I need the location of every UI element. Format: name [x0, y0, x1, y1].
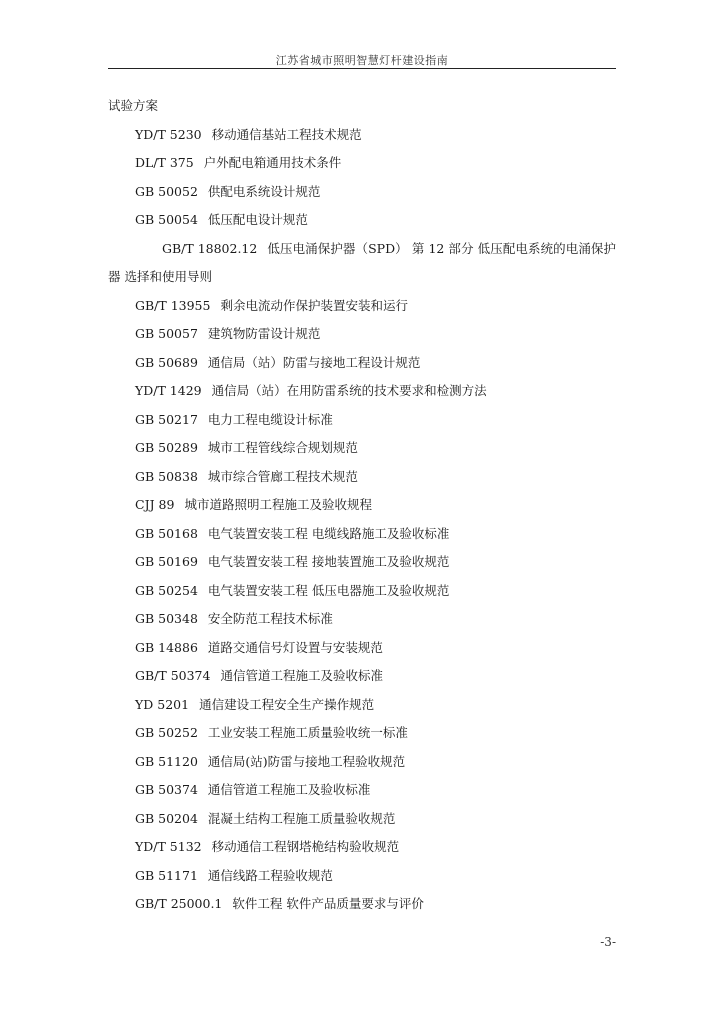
standard-title: 通信局（站）防雷与接地工程设计规范	[207, 354, 421, 370]
standard-title: 电气装置安装工程 低压电器施工及验收规范	[207, 582, 450, 598]
standard-item	[108, 206, 616, 235]
standard-code: YD 5201	[135, 696, 190, 712]
standard-item	[108, 890, 616, 919]
standard-item	[108, 434, 616, 463]
standard-code: DL/T 375	[135, 155, 194, 170]
standard-code: GB 50168	[135, 525, 198, 541]
standard-title: 通信线路工程验收规范	[207, 867, 333, 883]
standard-code: GB 50252	[135, 725, 198, 740]
standard-title: 混凝土结构工程施工质量验收规范	[207, 810, 396, 826]
standard-code: GB 51120	[135, 753, 198, 769]
standard-title: 移动通信工程钢塔桅结构验收规范	[211, 839, 400, 854]
standard-item	[108, 862, 616, 891]
standard-title: 通信建设工程安全生产操作规范	[199, 696, 375, 712]
standard-item	[108, 463, 616, 492]
standard-code: YD/T 5132	[135, 839, 202, 854]
standard-item	[108, 149, 616, 178]
standard-item	[108, 320, 616, 349]
standard-item	[108, 292, 616, 321]
standard-code: GB 50204	[135, 810, 198, 826]
standard-title: 通信管道工程施工及验收标准	[207, 782, 371, 797]
standard-title: 通信局(站)防雷与接地工程验收规范	[207, 753, 406, 769]
standard-item	[108, 833, 616, 862]
standard-title: 道路交通信号灯设置与安装规范	[207, 639, 383, 655]
document-body	[108, 92, 616, 919]
standard-code: GB 50289	[135, 440, 198, 455]
standard-title: 城市道路照明工程施工及验收规程	[184, 497, 372, 512]
standard-item	[108, 691, 616, 720]
standard-item	[108, 178, 616, 207]
standard-title: 软件工程 软件产品质量要求与评价	[232, 896, 424, 911]
standard-code: GB 50374	[135, 782, 198, 797]
standard-title: 移动通信基站工程技术规范	[211, 126, 362, 142]
running-header-title: 江苏省城市照明智慧灯杆建设指南	[275, 54, 449, 67]
standard-code: GB 50254	[135, 582, 198, 598]
standard-code: GB 50217	[135, 411, 198, 427]
standard-item	[108, 121, 616, 150]
standard-item	[108, 577, 616, 606]
standard-title: 城市工程管线综合规划规范	[207, 440, 358, 455]
standard-item	[108, 235, 616, 292]
standard-item	[108, 520, 616, 549]
standard-code: GB 50348	[135, 611, 198, 626]
standard-code: GB 51171	[135, 867, 198, 883]
standard-code: GB 50838	[135, 468, 198, 484]
standard-code: GB 50169	[135, 554, 198, 569]
header-divider	[108, 68, 616, 69]
standard-title: 剩余电流动作保护装置安装和运行	[220, 297, 408, 313]
standard-title: 电气装置安装工程 接地装置施工及验收规范	[207, 554, 450, 569]
standards-list	[108, 121, 616, 919]
standard-code: GB 50052	[135, 183, 198, 199]
standard-item	[108, 605, 616, 634]
standard-title: 通信管道工程施工及验收标准	[220, 668, 383, 683]
standard-code: YD/T 5230	[135, 126, 202, 142]
standard-code: YD/T 1429	[135, 383, 202, 398]
standard-title: 电力工程电缆设计标准	[207, 411, 333, 427]
standard-item	[108, 377, 616, 406]
standard-item	[108, 491, 616, 520]
standard-code: GB 50689	[135, 354, 198, 370]
standard-item	[108, 548, 616, 577]
standard-item	[108, 748, 616, 777]
standard-item	[108, 719, 616, 748]
standard-code: CJJ 89	[135, 497, 175, 512]
standard-code: GB/T 50374	[135, 668, 211, 683]
standard-title: 供配电系统设计规范	[207, 183, 321, 199]
standard-code: GB 14886	[135, 639, 198, 655]
standard-title: 安全防范工程技术标准	[207, 611, 333, 626]
standard-title: 工业安装工程施工质量验收统一标准	[207, 725, 408, 740]
standard-title: 低压配电设计规范	[207, 212, 308, 227]
standard-title: 建筑物防雷设计规范	[207, 326, 321, 341]
standard-code: GB/T 25000.1	[135, 896, 223, 911]
standard-item	[108, 406, 616, 435]
standard-title: 电气装置安装工程 电缆线路施工及验收标准	[207, 525, 450, 541]
standard-code: GB 50054	[135, 212, 198, 227]
standard-code: GB/T 18802.12	[162, 240, 258, 256]
standard-item	[108, 349, 616, 378]
standard-title: 通信局（站）在用防雷系统的技术要求和检测方法	[211, 383, 487, 398]
standard-item	[108, 662, 616, 691]
intro-line: 试验方案	[108, 98, 159, 113]
standard-code: GB 50057	[135, 326, 198, 341]
standard-item	[108, 776, 616, 805]
standard-title: 户外配电箱通用技术条件	[203, 155, 342, 170]
standard-item	[108, 634, 616, 663]
page-number: -3-	[600, 935, 616, 949]
standard-item	[108, 805, 616, 834]
standard-title: 低压电涌保护器（SPD） 第 12 部分 低压配电系统的电涌保护器 选择和使用导则	[108, 240, 616, 284]
standard-code: GB/T 13955	[135, 297, 211, 313]
standard-title: 城市综合管廊工程技术规范	[207, 468, 358, 484]
